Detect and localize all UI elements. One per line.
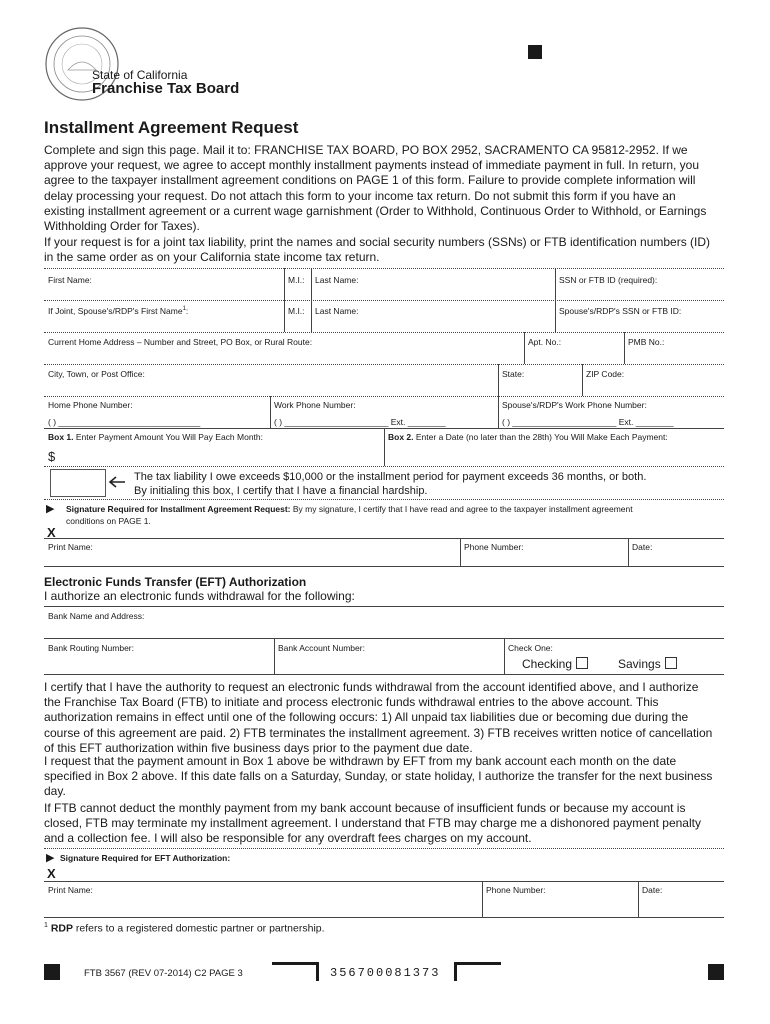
- divider: [460, 538, 461, 566]
- mi-label: M.I.:: [288, 275, 305, 285]
- divider: [311, 300, 312, 332]
- scan-code: 356700081373: [330, 966, 441, 980]
- eft-phone-label: Phone Number:: [486, 885, 546, 895]
- hardship-text-2: By initialing this box, I certify that I have a financial hardship.: [134, 485, 428, 497]
- box2-label: Box 2. Enter a Date (no later than the 28th) You Will Make Each Payment:: [388, 432, 668, 442]
- divider: [498, 364, 499, 396]
- print-name-label: Print Name:: [48, 542, 93, 552]
- divider: [504, 638, 505, 674]
- checking-option[interactable]: Checking: [522, 657, 588, 671]
- state-label: State:: [502, 369, 525, 379]
- rule: [44, 300, 724, 301]
- city-label: City, Town, or Post Office:: [48, 369, 145, 379]
- divider: [284, 300, 285, 332]
- eft-signature-heading: Signature Required for EFT Authorization:: [60, 853, 231, 863]
- savings-checkbox[interactable]: [665, 657, 677, 669]
- signature-x: X: [47, 525, 56, 540]
- eft-subheading: I authorize an electronic funds withdrawal for the following:: [44, 589, 355, 603]
- divider: [624, 332, 625, 364]
- date-label: Date:: [632, 542, 653, 552]
- routing-label: Bank Routing Number:: [48, 643, 134, 653]
- pmb-label: PMB No.:: [628, 337, 665, 347]
- eft-print-name-label: Print Name:: [48, 885, 93, 895]
- hardship-initial-box[interactable]: [50, 469, 106, 497]
- home-phone-label: Home Phone Number:: [48, 400, 133, 410]
- divider: [270, 396, 271, 428]
- signature-line[interactable]: [62, 520, 722, 538]
- spouse-last-name-label: Last Name:: [315, 306, 359, 316]
- spouse-first-name-label: If Joint, Spouse's/RDP's First Name$^1$:: [48, 306, 189, 316]
- checking-checkbox[interactable]: [576, 657, 588, 669]
- eft-nsf-paragraph: If FTB cannot deduct the monthly payment from my bank account because of insufficient funds or because my account is closed, FTB may terminate my installment agreement. I understand that FTB may charge me a dishonored payment penalty and a collection fee. I will also be responsible for any overdraft fees charges on my account.: [44, 801, 701, 846]
- form-title: Installment Agreement Request: [44, 118, 299, 137]
- rule: [44, 332, 724, 333]
- divider: [274, 638, 275, 674]
- triangle-right-icon: ▶: [46, 852, 55, 864]
- hardship-text-1: The tax liability I owe exceeds $10,000 or the installment period for payment exceeds 36 months, or both.: [134, 471, 647, 483]
- joint-instructions: If your request is for a joint tax liability, print the names and social security numbers (SSNs) or FTB identification numbers (ID) in the same order as on your California state income tax return.: [44, 235, 711, 265]
- rule: [44, 466, 724, 467]
- account-label: Bank Account Number:: [278, 643, 365, 653]
- rule: [44, 364, 724, 365]
- eft-signature-x: X: [47, 866, 56, 881]
- divider: [582, 364, 583, 396]
- agency-name: Franchise Tax Board: [92, 80, 240, 97]
- first-name-field[interactable]: [44, 268, 724, 300]
- phone-label: Phone Number:: [464, 542, 524, 552]
- eft-request-paragraph: I request that the payment amount in Box 1 above be withdrawn by EFT from my bank account each month on the date specified in Box 2 above. If this date falls on a Saturday, Sunday, or state holiday, I authorize the transfer for the next business day.: [44, 754, 713, 799]
- divider: [384, 428, 385, 466]
- work-phone-label: Work Phone Number:: [274, 400, 356, 410]
- zip-label: ZIP Code:: [586, 369, 625, 379]
- divider: [498, 396, 499, 428]
- spouse-work-phone-label: Spouse's/RDP's Work Phone Number:: [502, 400, 647, 410]
- signature-text-2: conditions on PAGE 1.: [66, 516, 151, 526]
- rule: [44, 638, 724, 639]
- signature-heading: Signature Required for Installment Agreement Request: By my signature, I certify that I have read and agree to the taxpayer installment agreement: [66, 504, 633, 514]
- intro-paragraph: Complete and sign this page. Mail it to: FRANCHISE TAX BOARD, PO BOX 2952, SACRAMENTO CA 95812-2952. If we approve your request, we agree to accept monthly installment payments instead of immediate payment in full. In return, you agree to the taxpayer installment agreement conditions on PAGE 1 of this form. Failure to provide complete information will delay processing your request. Do not attach this form to your income tax return. Do not submit this form if you have an existing installment agreement or a current wage garnishment (Order to Withhold, Continuous Order to Withhold, or Earnings Withholding Order for Taxes).: [44, 143, 707, 234]
- registration-mark: [44, 964, 60, 980]
- rule: [44, 606, 724, 607]
- spouse-mi-label: M.I.:: [288, 306, 305, 316]
- bank-name-label: Bank Name and Address:: [48, 611, 145, 621]
- work-phone-field[interactable]: ( ) ______________________ Ext. ________: [274, 417, 446, 427]
- spouse-ssn-label: Spouse's/RDP's SSN or FTB ID:: [559, 306, 682, 316]
- last-name-label: Last Name:: [315, 275, 359, 285]
- form-number: FTB 3567 (REV 07-2014) C2 PAGE 3: [84, 968, 243, 979]
- first-name-label: First Name:: [48, 275, 92, 285]
- divider: [628, 538, 629, 566]
- apt-label: Apt. No.:: [528, 337, 562, 347]
- home-phone-field[interactable]: ( ) ______________________________: [48, 417, 201, 427]
- arrow-left-icon: [108, 475, 126, 489]
- savings-option[interactable]: Savings: [618, 657, 677, 671]
- divider: [555, 300, 556, 332]
- corner-mark: [454, 962, 501, 981]
- rule: [44, 674, 724, 675]
- eft-date-label: Date:: [642, 885, 663, 895]
- rule: [44, 566, 724, 567]
- triangle-right-icon: ▶: [46, 503, 55, 515]
- divider: [482, 881, 483, 917]
- corner-mark: [272, 962, 319, 981]
- rule: [44, 538, 724, 539]
- rule: [44, 848, 724, 849]
- state-name: State of California: [92, 68, 188, 82]
- ssn-label: SSN or FTB ID (required):: [559, 275, 658, 285]
- address-label: Current Home Address – Number and Street, PO Box, or Rural Route:: [48, 337, 313, 347]
- divider: [524, 332, 525, 364]
- footnote: $^1$ RDP refers to a registered domestic partner or partnership.: [44, 922, 325, 935]
- eft-heading: Electronic Funds Transfer (EFT) Authorization: [44, 575, 307, 589]
- rule: [44, 499, 724, 500]
- registration-mark: [708, 964, 724, 980]
- box1-label: Box 1. Enter Payment Amount You Will Pay Each Month:: [48, 432, 263, 442]
- dollar-sign: $: [48, 449, 56, 464]
- check-one-label: Check One:: [508, 643, 553, 653]
- rule: [44, 881, 724, 882]
- spouse-work-phone-field[interactable]: ( ) ______________________ Ext. ________: [502, 417, 674, 427]
- rule: [44, 917, 724, 918]
- rule: [44, 396, 724, 397]
- eft-signature-line[interactable]: [62, 864, 722, 882]
- divider: [638, 881, 639, 917]
- registration-mark: [528, 45, 542, 59]
- eft-certify-paragraph: I certify that I have the authority to request an electronic funds withdrawal from the account identified above, and I authorize the Franchise Tax Board (FTB) to initiate and process electronic funds withdrawal entries to the above account. This authorization remains in effect until one of the following occurs: 1) All unpaid tax liabilities due or becoming due during the course of this agreement are paid. 2) FTB terminates the installment agreement. 3) FTB receives written notice of cancellation of this EFT authorization within five business days prior to the payment due date.: [44, 680, 713, 755]
